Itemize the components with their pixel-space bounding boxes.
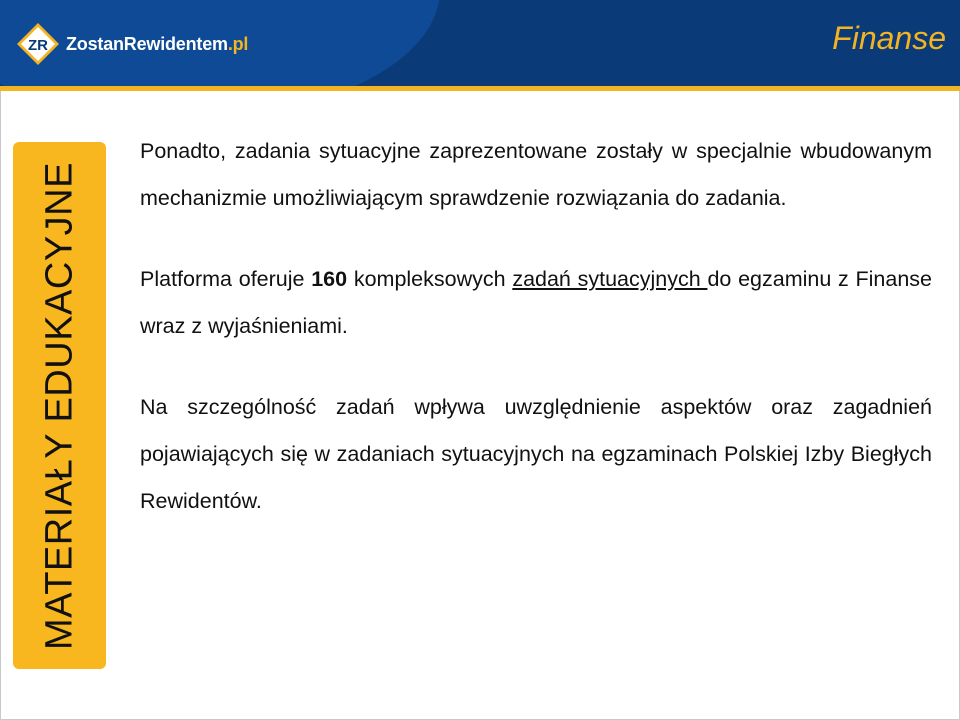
section-tab-label: MATERIAŁY EDUKACYJNE — [38, 161, 80, 650]
logo-mark-text: ZR — [28, 37, 48, 54]
paragraph-2 — [140, 256, 932, 350]
site-logo[interactable] — [16, 22, 248, 66]
section-tab — [13, 142, 106, 669]
tasks-link[interactable]: zadań sytuacyjnych — [512, 267, 708, 291]
paragraph-2-middle: kompleksowych — [347, 267, 513, 291]
logo-tld: .pl — [227, 33, 249, 54]
task-count: 160 — [311, 267, 348, 291]
paragraph-3: Na szczególność zadań wpływa uwzględnienie aspektów oraz zagadnień pojawiających się w zadaniach sytuacyjnych na egzaminach Polskiej Izby Biegłych Rewidentów. — [140, 395, 932, 513]
logo-name: ZostanRewidentem — [66, 33, 228, 54]
paragraph-2-end: do egzaminu z Finanse wraz z wyjaśnieniami. — [140, 267, 933, 338]
main-content — [140, 128, 932, 559]
header-bar — [0, 0, 960, 86]
logo-text — [66, 34, 248, 55]
paragraph-2-start: Platforma oferuje — [140, 267, 312, 291]
logo-diamond-icon — [16, 22, 60, 66]
header-accent-stripe — [0, 86, 960, 91]
page-title: Finanse — [832, 20, 946, 56]
paragraph-1: Ponadto, zadania sytuacyjne zaprezentowane zostały w specjalnie wbudowanym mechanizmie umożliwiającym sprawdzenie rozwiązania do zadania. — [140, 139, 932, 210]
